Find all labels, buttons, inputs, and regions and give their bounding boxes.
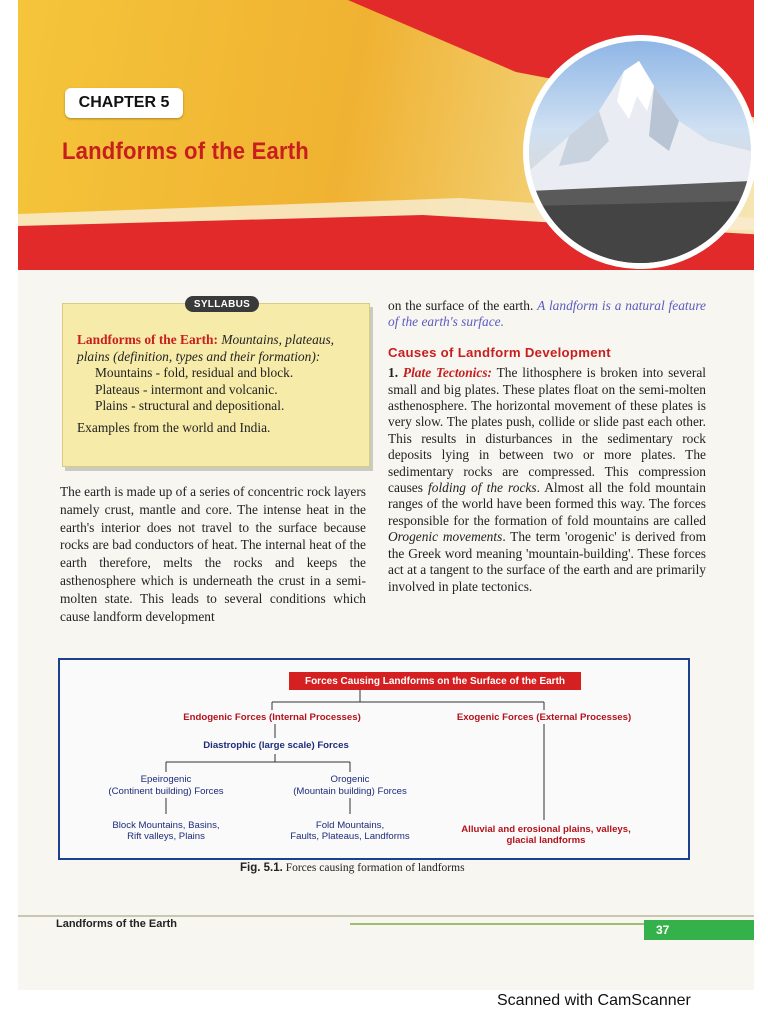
forces-flowchart	[58, 658, 690, 860]
rift-valleys-leaf: Rift valleys, Plains	[127, 831, 205, 842]
mountain-illustration	[529, 41, 751, 263]
section-heading: Causes of Landform Development	[388, 344, 611, 360]
fold-mountains-leaf: Fold Mountains,	[315, 820, 385, 831]
mountain-photo	[523, 35, 754, 269]
handwritten-note: A landform is a natural feature of the earth's surface.	[388, 298, 706, 330]
textbook-page	[18, 0, 754, 990]
plate-tectonics-paragraph	[388, 365, 706, 595]
syllabus-box	[62, 298, 370, 467]
syllabus-topic: Landforms of the Earth:	[77, 332, 218, 347]
point-text: . The term 'orogenic' is derived from the Greek word meaning 'mountain-building'. These forces act at a tangent to the surface of the earth and are primarily involved in plate tectonics.	[388, 529, 706, 594]
exogenic-node: Exogenic Forces (External Processes)	[456, 712, 632, 723]
epeirogenic-node-title: Epeirogenic	[140, 774, 192, 785]
right-column	[388, 298, 706, 595]
diastrophic-node: Diastrophic (large scale) Forces	[203, 740, 349, 751]
syllabus-item: Mountains - fold, residual and block.	[95, 365, 294, 381]
chapter-label: CHAPTER 5	[65, 88, 183, 118]
footer-divider	[18, 915, 754, 917]
figure-label: Fig. 5.1.	[240, 862, 283, 874]
syllabus-item: Plains - structural and depositional.	[95, 398, 285, 414]
chapter-banner	[18, 0, 754, 270]
page-number: 37	[644, 920, 754, 940]
orogenic-node-title: Orogenic	[330, 774, 370, 785]
syllabus-intro	[77, 332, 363, 365]
point-text: . Almost all the fold mountain ranges of the world have been formed this way. The forces responsible for the formation of fold mountains are called	[388, 480, 706, 528]
continued-text	[388, 298, 706, 331]
syllabus-topic-detail: Mountains, plateaus, plains (definition, types and their formation):	[77, 332, 335, 364]
point-title: Plate Tectonics:	[402, 365, 493, 381]
point-number: 1.	[388, 365, 399, 381]
continuation-text: on the surface of the earth.	[388, 298, 534, 313]
syllabus-item: Plateaus - intermont and volcanic.	[95, 381, 278, 397]
chapter-title: Landforms of the Earth	[62, 138, 309, 165]
orogenic-node-subtitle: (Mountain building) Forces	[293, 786, 407, 797]
endogenic-node: Endogenic Forces (Internal Processes)	[183, 712, 361, 723]
syllabus-tag: SYLLABUS	[185, 296, 259, 312]
flowchart-root: Forces Causing Landforms on the Surface of the Earth	[289, 672, 581, 690]
epeirogenic-node-subtitle: (Continent building) Forces	[108, 786, 224, 797]
faults-plateaus-leaf: Faults, Plateaus, Landforms	[290, 831, 410, 842]
glacial-landforms-leaf: glacial landforms	[506, 835, 586, 846]
point-text: The lithosphere is broken into several small and big plates. These plates float on the semi-molten asthenosphere. The horizontal movement of these plates is very slow. The plates push, collide or slide past each other. This results in disturbances in the sedimentary rock deposits lying in between two or more plates. The sedimentary rocks are compressed. This compression causes	[388, 365, 706, 496]
footer-accent-bar	[350, 923, 650, 925]
block-mountains-leaf: Block Mountains, Basins,	[112, 820, 220, 831]
scanner-watermark: Scanned with CamScanner	[497, 992, 691, 1009]
figure-caption	[240, 862, 465, 874]
syllabus-examples: Examples from the world and India.	[77, 419, 271, 435]
folding-term: folding of the rocks	[428, 480, 537, 496]
orogenic-term: Orogenic movements	[388, 529, 503, 545]
footer-title: Landforms of the Earth	[56, 918, 178, 930]
alluvial-plains-leaf: Alluvial and erosional plains, valleys,	[461, 824, 631, 835]
intro-paragraph: The earth is made up of a series of concentric rock layers namely crust, mantle and core. The intense heat in the earth's interior does not travel to the surface because rocks are bad conductors of heat. The internal heat of the earth therefore, melts the rocks and keeps the asthenosphere which is underneath the crust in a semi-molten state. This leads to several conditions which cause landform development	[60, 484, 366, 624]
figure-caption-text: Forces causing formation of landforms	[282, 862, 465, 874]
